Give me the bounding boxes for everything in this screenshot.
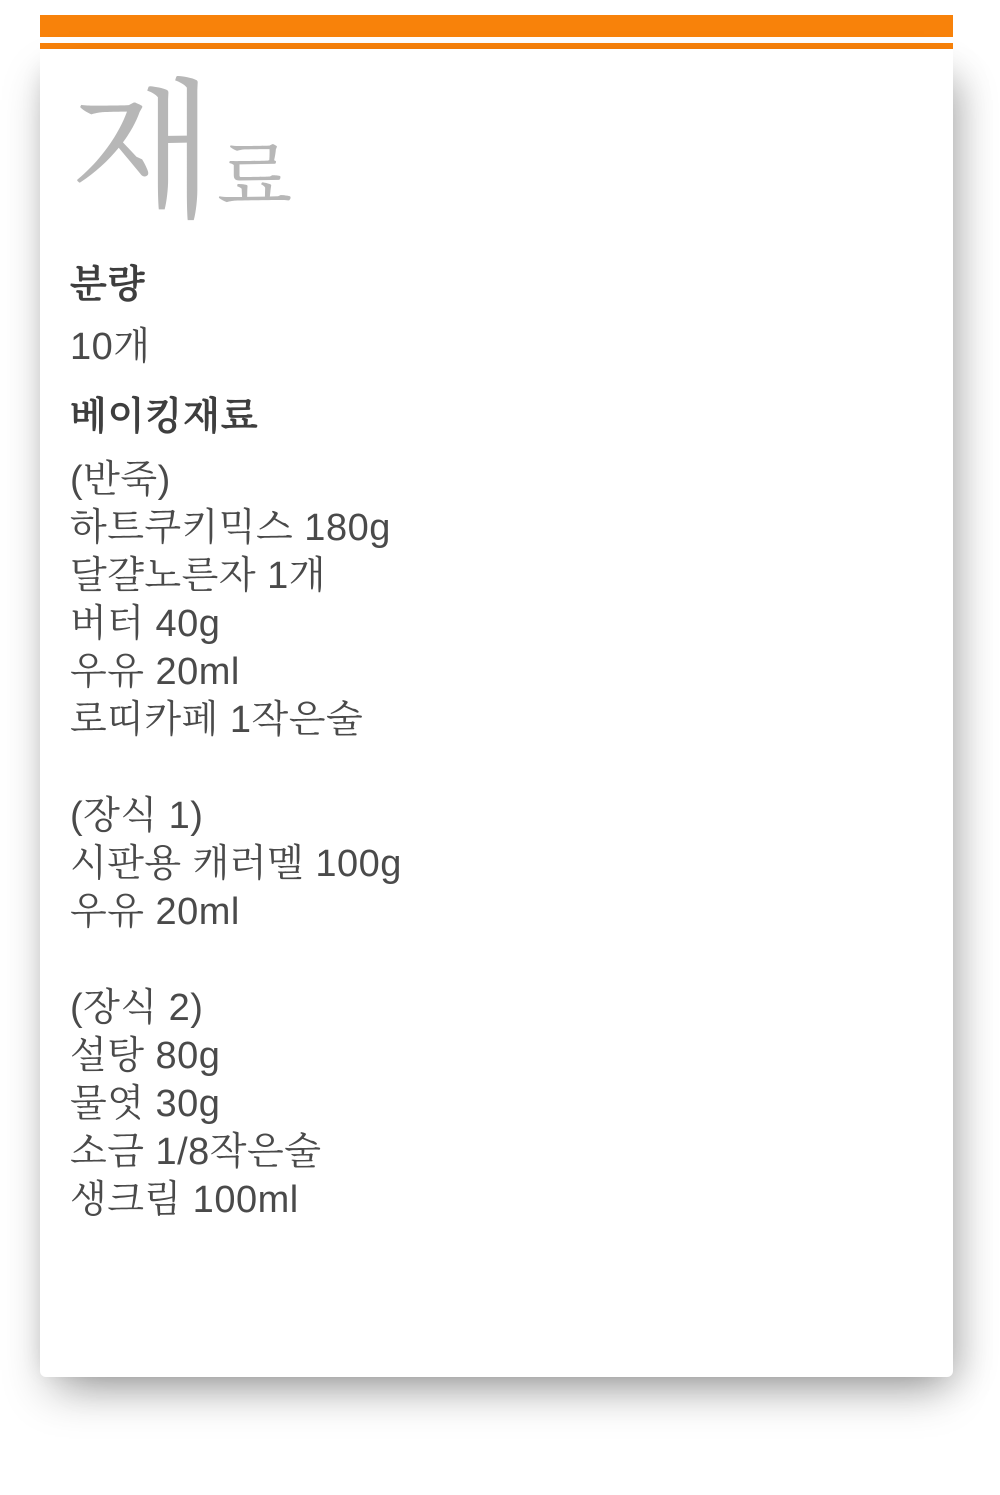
ingredient-group-topping-2 (70, 984, 913, 1224)
ingredients-card (40, 49, 953, 1377)
ingredient-line: 물엿 30g (70, 1083, 221, 1126)
ingredient-line: 시판용 캐러멜 100g (70, 843, 402, 886)
ingredient-line: 버터 40g (70, 603, 221, 646)
section-heading-baking-ingredients: 베이킹재료 (70, 395, 259, 438)
ingredient-line: 달걀노른자 1개 (70, 555, 326, 598)
group-label: (장식 2) (70, 987, 204, 1030)
ingredient-line: 하트쿠키믹스 180g (70, 507, 391, 550)
ingredient-line: 생크림 100ml (70, 1179, 299, 1222)
ingredient-group-topping-1 (70, 792, 913, 936)
ingredient-line: 우유 20ml (70, 651, 240, 694)
header-accent-bar (40, 15, 953, 37)
group-label: (장식 1) (70, 795, 204, 838)
ingredient-group-dough (70, 456, 913, 744)
ingredient-line: 로띠카페 1작은술 (70, 699, 364, 742)
section-heading-yield: 분량 (70, 264, 146, 306)
page-title-main: 재 (70, 68, 217, 236)
page-title (70, 68, 913, 236)
ingredient-line: 설탕 80g (70, 1035, 221, 1078)
ingredient-line: 우유 20ml (70, 891, 240, 934)
yield-value: 10개 (70, 325, 151, 368)
group-label: (반죽) (70, 459, 171, 502)
ingredient-line: 소금 1/8작은술 (70, 1131, 322, 1174)
page-title-sub: 료 (216, 133, 295, 221)
